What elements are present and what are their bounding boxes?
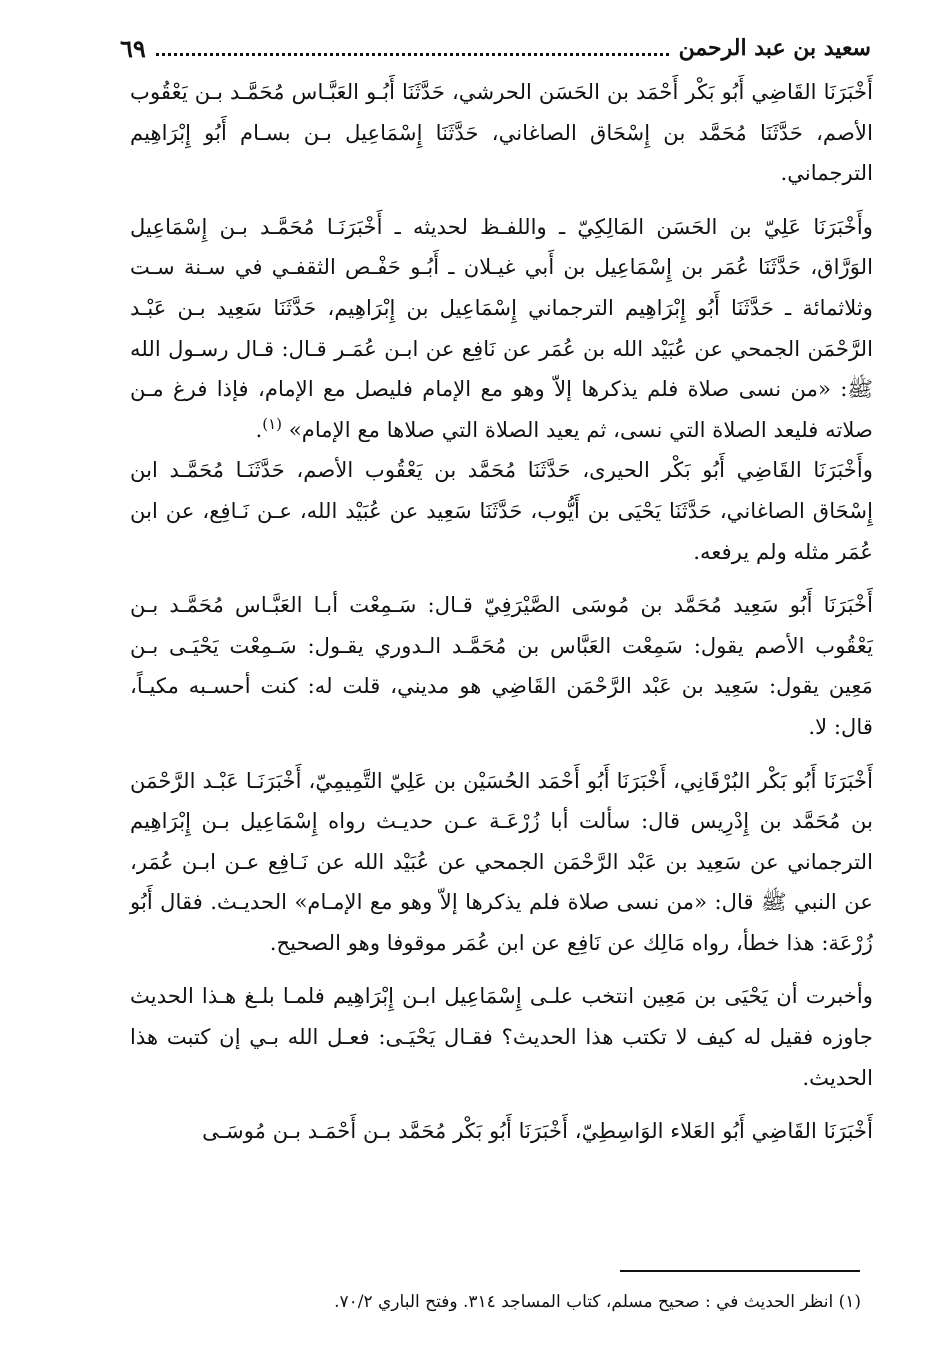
footnote xyxy=(150,1287,861,1317)
paragraph-1 xyxy=(130,72,873,194)
paragraph-text: وأخبرت أن يَحْيَى بن مَعِين انتخب علـى إِسْمَاعِيل ابـن إِبْرَاهِيم فلمـا بلـغ هـذا الحديث جاوزه فقيل له كيف لا تكتب هذا الحديث؟ فقـال يَحْيَـى: فعـل الله بـي إن كتبت هذا الحديث. xyxy=(130,983,873,1090)
footnote-divider xyxy=(620,1270,860,1272)
paragraph-text: أَخْبَرَنَا أَبُو سَعِيد مُحَمَّد بن مُوسَى الصَّيْرَفِيّ قـال: سَـمِعْت أبـا العَبَّـاس مُحَمَّـد بـن يَعْقُوب الأصم يقول: سَمِعْت العَبَّاس بن مُحَمَّـد الـدوري يقـول: سَـمِعْت يَحْيَـى بـن مَعِين يقول: سَعِيد بن عَبْد الرَّحْمَن القَاضِي هو مديني، قلت له: كنت أحسـبه مكيـاً، قال: لا. xyxy=(130,592,873,739)
paragraph-text: وأَخْبَرَنَا عَلِيّ بن الحَسَن المَالِكِيّ ـ واللفـظ لحديثه ـ أَخْبَرَنَـا مُحَمَّـد بـن إِسْمَاعِيل الوَرَّاق، حَدَّثَنَا عُمَر بن إِسْمَاعِيل بن أَبي غيـلان ـ أَبُـو حَفْـص الثقفـي في سـنة سـت وثلاثمائة ـ حَدَّثَنَا أَبُو إِبْرَاهِيم الترجماني إِسْمَاعِيل بن إِبْرَاهِيم، حَدَّثَنَا سَعِيد بـن عَبْـد الرَّحْمَن الجمحي عن عُبَيْد الله بن عُمَر عن نَافِع عن ابـن عُمَـر قـال: قـال رسـول الله ﷺ: «من نسى صلاة فلم يذكرها إلاّ وهو مع الإمام فليصل مع الإمام، فإذا فرغ مـن صلاته فليعد الصلاة التي نسى، ثم يعيد الصلاة التي صلاها مع الإمام» xyxy=(130,213,873,442)
paragraph-5 xyxy=(130,761,873,964)
leader-dots xyxy=(156,53,669,56)
paragraph-6 xyxy=(130,976,873,1098)
paragraph-text: أَخْبَرَنَا القَاضِي أَبُو العَلاء الوَاسِطِيّ، أَخْبَرَنَا أَبُو بَكْر مُحَمَّد بـن أَحْمَـد بـن مُوسَـى xyxy=(202,1118,873,1144)
main-text xyxy=(130,72,873,1152)
running-title: سعيد بن عبد الرحمن xyxy=(678,35,871,61)
page-number: ٦٩ xyxy=(120,33,146,63)
footnote-text: (١) انظر الحديث في : صحيح مسلم، كتاب المساجد ٣١٤. وفتح الباري ٧٠/٢. xyxy=(334,1292,861,1312)
paragraph-7 xyxy=(130,1111,873,1152)
paragraph-text: أَخْبَرَنَا أَبُو بَكْر البُرْقَانِي، أَخْبَرَنَا أَبُو أَحْمَد الحُسَيْن بن عَلِيّ التَّمِيمِيّ، أَخْبَرَنَـا عَبْـد الرَّحْمَن بن مُحَمَّد بن إِدْرِيس قال: سألت أبا زُرْعَـة عـن حديـث رواه إِسْمَاعِيل بـن إِبْرَاهِيم الترجماني عن سَعِيد بن عَبْد الرَّحْمَن الجمحي عن عُبَيْد الله عن نَـافِع عـن ابـن عُمَر، عن النبي ﷺ قال: «من نسى صلاة فلم يذكرها إلاّ وهو مع الإمـام» الحديـث. فقال أَبُو زُرْعَة: هذا خطأ، رواه مَالِك عن نَافِع عن ابن عُمَر موقوفا وهو الصحيح. xyxy=(130,767,873,955)
footnote-reference[interactable]: (١) xyxy=(262,414,283,433)
paragraph-text: وأَخْبَرَنَا القَاضِي أَبُو بَكْر الحيرى، حَدَّثَنَا مُحَمَّد بن يَعْقُوب الأصم، حَدَّثَنَـا مُحَمَّـد ابن إِسْحَاق الصاغاني، حَدَّثَنَا يَحْيَى بن أَيُّوب، حَدَّثَنَا سَعِيد عن عُبَيْد الله، عـن نَـافِع، عن ابن عُمَر مثله ولم يرفعه. xyxy=(130,457,873,564)
running-header xyxy=(120,26,871,70)
paragraph-text: أَخْبَرَنَا القَاضِي أَبُو بَكْر أَحْمَد بن الحَسَن الحرشي، حَدَّثَنَا أَبُـو العَبَّـاس مُحَمَّـد بـن يَعْقُوب الأصم، حَدَّثَنَا مُحَمَّد بن إِسْحَاق الصاغاني، حَدَّثَنَا إِسْمَاعِيل بـن بسـام أَبُو إِبْرَاهِيم الترجماني. xyxy=(130,79,873,186)
paragraph-4 xyxy=(130,585,873,747)
paragraph-2: وأَخْبَرَنَا عَلِيّ بن الحَسَن المَالِكِيّ ـ واللفـظ لحديثه ـ أَخْبَرَنَـا مُحَمَّـد بـن إِسْمَاعِيل الوَرَّاق، حَدَّثَنَا عُمَر بن إِسْمَاعِيل بن أَبي غيـلان ـ أَبُـو حَفْـص الثقفـي في سـنة سـت وثلاثمائة ـ حَدَّثَنَا أَبُو إِبْرَاهِيم الترجماني إِسْمَاعِيل بن إِبْرَاهِيم، حَدَّثَنَا سَعِيد بـن عَبْـد الرَّحْمَن الجمحي عن عُبَيْد الله بن عُمَر عن نَافِع عن ابـن عُمَـر قـال: قـال رسـول الله ﷺ: «من نسى صلاة فلم يذكرها إلاّ وهو مع الإمام فليصل مع الإمام، فإذا فرغ مـن صلاته فليعد الصلاة التي نسى، ثم يعيد الصلاة التي صلاها مع الإمام» $^{(١)}$. xyxy=(130,213,873,442)
paragraph-3 xyxy=(130,450,873,572)
